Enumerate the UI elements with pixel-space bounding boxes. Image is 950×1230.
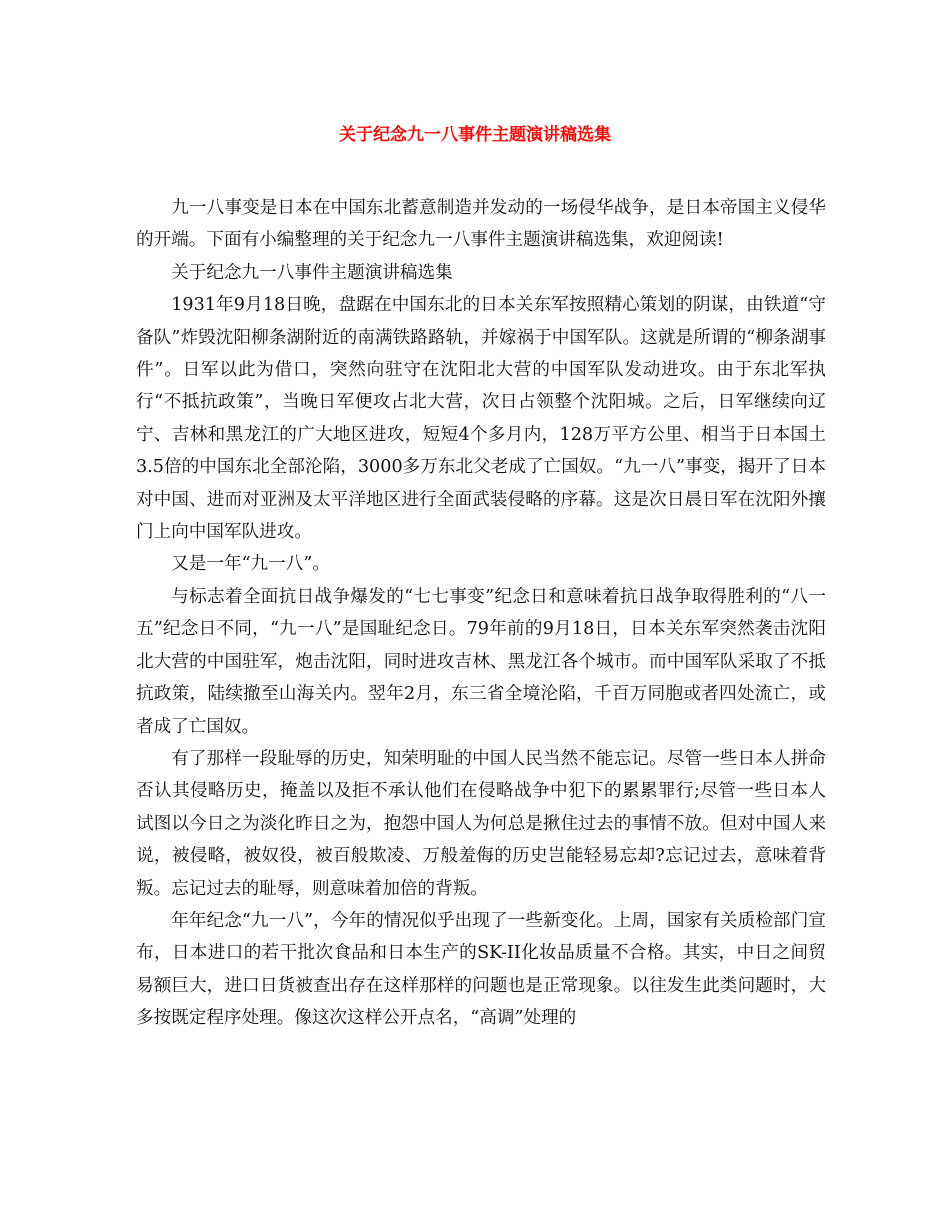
document-title: 关于纪念九一八事件主题演讲稿选集 [339,125,611,145]
document-body [136,192,826,1035]
paragraph-national-humiliation: 与标志着全面抗日战争爆发的“七七事变”纪念日和意味着抗日战争取得胜利的“八一五”纪念日不同，“九一八”是国耻纪念日。79年前的9月18日，日本关东军突然袭击沈阳北大营的中国驻军，炮击沈阳，同时进攻吉林、黑龙江各个城市。而中国军队采取了不抵抗政策，陆续撤至山海关内。翌年2月，东三省全境沦陷，千百万同胞或者四处流亡，或者成了亡国奴。 [136,586,826,737]
paragraph-intro: 九一八事变是日本在中国东北蓄意制造并发动的一场侵华战争，是日本帝国主义侵华的开端。下面有小编整理的关于纪念九一八事件主题演讲稿选集，欢迎阅读! [136,198,826,251]
paragraph-this-year: 年年纪念“九一八”，今年的情况似乎出现了一些新变化。上周，国家有关质检部门宣布，日本进口的若干批次食品和日本生产的SK-II化妆品质量不合格。其实，中日之间贸易额巨大，进口日货被查出存在这样那样的问题也是正常现象。以往发生此类问题时，大多按既定程序处理。像这次这样公开点名，“高调”处理的 [136,910,826,1029]
paragraph-history: 有了那样一段耻辱的历史，知荣明耻的中国人民当然不能忘记。尽管一些日本人拼命否认其侵略历史，掩盖以及拒不承认他们在侵略战争中犯下的累累罪行;尽管一些日本人试图以今日之为淡化昨日之为，抱怨中国人为何总是揪住过去的事情不放。但对中国人来说，被侵略，被奴役，被百般欺凌、万般羞侮的历史岂能轻易忘却?忘记过去，意味着背叛。忘记过去的耻辱，则意味着加倍的背叛。 [136,748,826,899]
paragraph-subtitle: 关于纪念九一八事件主题演讲稿选集 [171,262,453,283]
paragraph-another-year: 又是一年“九一八”。 [171,554,330,575]
paragraph-1931-event: 1931年9月18日晚，盘踞在中国东北的日本关东军按照精心策划的阴谋，由铁道“守备队”炸毁沈阳柳条湖附近的南满铁路路轨，并嫁祸于中国军队。这就是所谓的“柳条湖事件”。日军以此为借口，突然向驻守在沈阳北大营的中国军队发动进攻。由于东北军执行“不抵抗政策”，当晚日军便攻占北大营，次日占领整个沈阳城。之后，日军继续向辽宁、吉林和黑龙江的广大地区进攻，短短4个多月内，128万平方公里、相当于日本国土3.5倍的中国东北全部沦陷，3000多万东北父老成了亡国奴。“九一八”事变，揭开了日本对中国、进而对亚洲及太平洋地区进行全面武装侵略的序幕。这是次日晨日军在沈阳外攘门上向中国军队进攻。 [136,295,826,543]
